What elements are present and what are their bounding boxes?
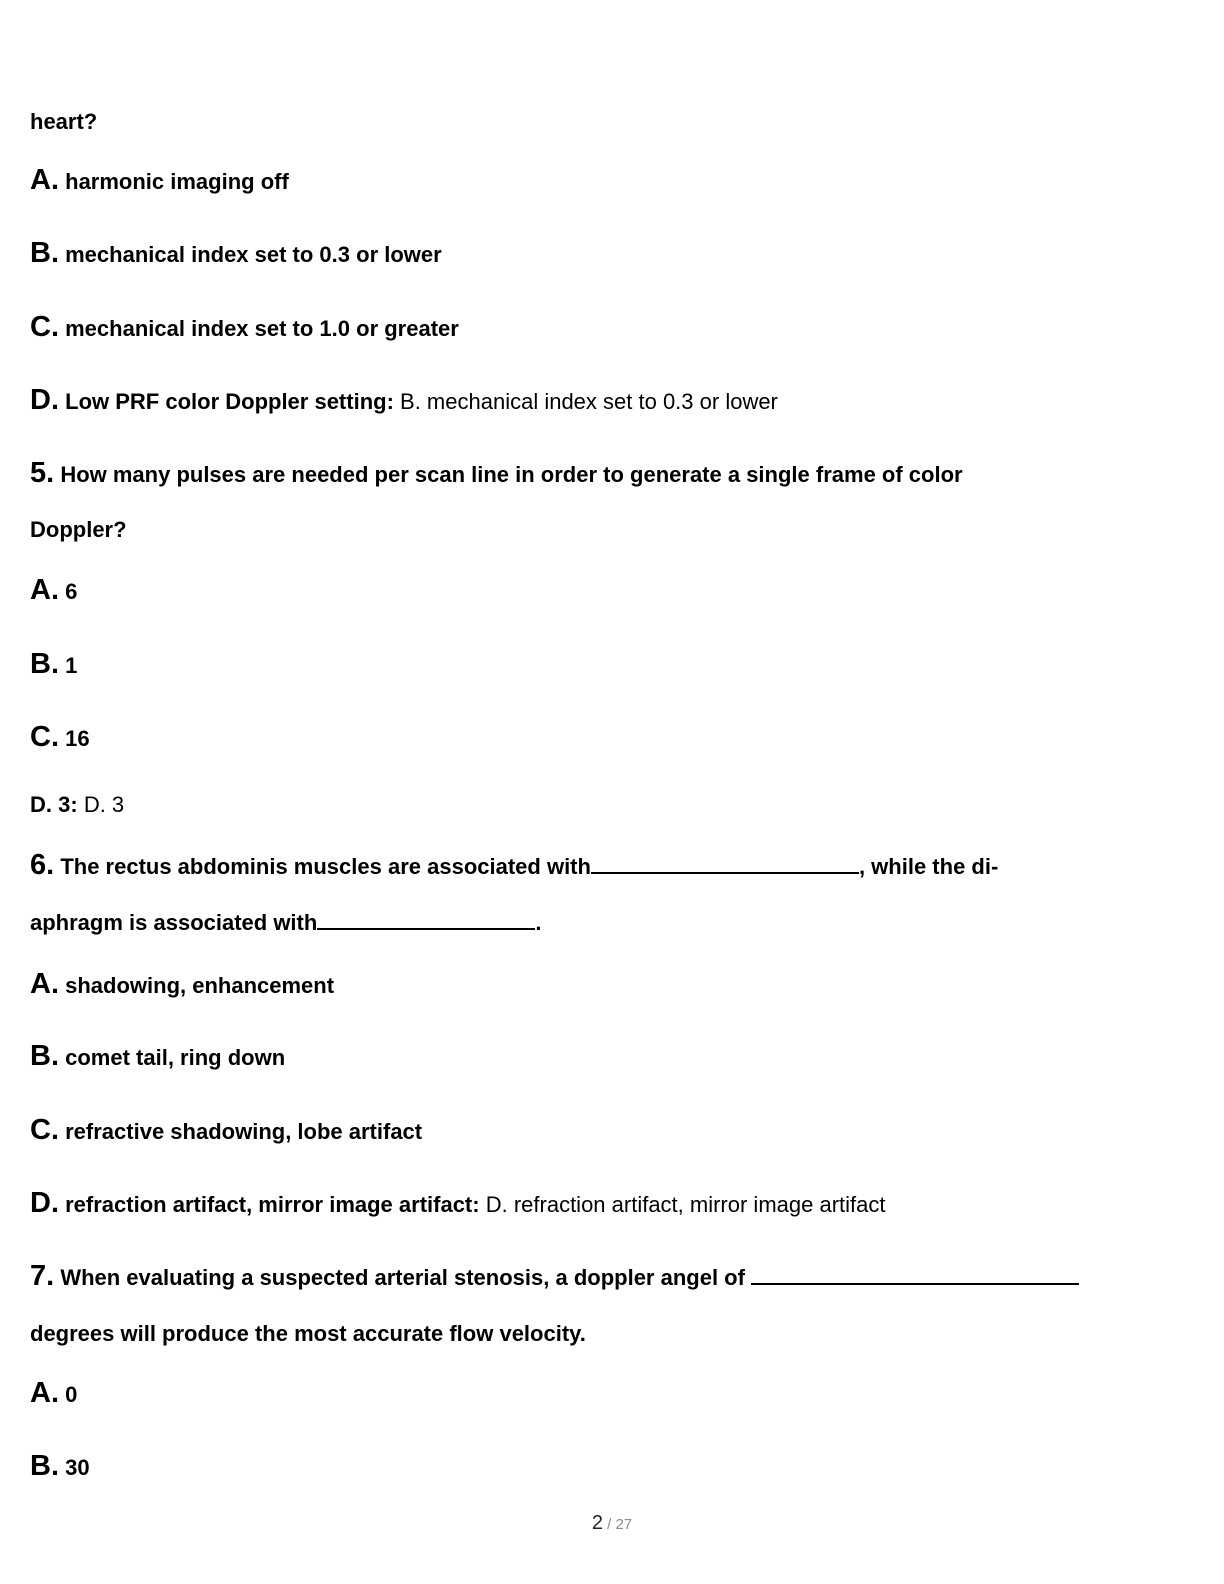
q4-option-c [30, 313, 459, 343]
q7-option-a [30, 1379, 77, 1409]
q7-option-b [30, 1452, 90, 1482]
option-letter: B. [30, 1040, 59, 1072]
option-text: 1 [65, 653, 78, 678]
option-text: harmonic imaging off [65, 169, 289, 194]
q6-option-b [30, 1042, 285, 1072]
question-text: How many pulses are needed per scan line in order to generate a single frame of color [60, 462, 963, 487]
q6-option-c [30, 1116, 422, 1146]
q4-option-d [30, 386, 778, 416]
q4-stem-tail-text: heart? [30, 109, 98, 134]
question-6-stem-line-1 [30, 851, 998, 881]
q6-answer: D. refraction artifact, mirror image artifact [485, 1192, 886, 1217]
question-text: The rectus abdominis muscles are associated with [60, 854, 591, 879]
option-letter: D. [30, 1187, 59, 1219]
fill-in-blank [591, 854, 859, 874]
page-indicator [0, 1512, 1224, 1535]
option-letter: D. 3: [30, 792, 78, 817]
q6-option-a [30, 970, 334, 1000]
question-text: Doppler? [30, 517, 127, 542]
question-text: When evaluating a suspected arterial stenosis, a doppler angel of [60, 1265, 745, 1290]
question-5-stem-line-2 [30, 516, 127, 544]
question-7-stem-line-1 [30, 1262, 1079, 1292]
option-letter: C. [30, 1114, 59, 1146]
option-text: Low PRF color Doppler setting: [65, 389, 394, 414]
q4-option-b [30, 239, 442, 269]
q5-option-b [30, 650, 77, 680]
question-number: 7. [30, 1260, 55, 1292]
question-text: . [535, 910, 542, 935]
option-letter: C. [30, 721, 59, 753]
fill-in-blank [751, 1265, 1079, 1285]
q4-option-a [30, 166, 289, 196]
q4-answer: B. mechanical index set to 0.3 or lower [400, 389, 778, 414]
question-number: 5. [30, 457, 55, 489]
option-letter: A. [30, 968, 59, 1000]
question-4-stem-tail [30, 108, 97, 136]
q5-option-a [30, 576, 77, 606]
option-text: 0 [65, 1382, 78, 1407]
option-text: refraction artifact, mirror image artifact: [65, 1192, 480, 1217]
question-number: 6. [30, 849, 55, 881]
current-page-number: 2 [591, 1512, 603, 1534]
question-text: degrees will produce the most accurate flow velocity. [30, 1321, 586, 1346]
option-text: 30 [65, 1455, 90, 1480]
question-text: , while the di- [858, 854, 999, 879]
question-5-stem-line-1 [30, 459, 963, 489]
option-text: comet tail, ring down [65, 1045, 286, 1070]
option-letter: A. [30, 574, 59, 606]
q5-answer: D. 3 [83, 792, 125, 817]
question-7-stem-line-2 [30, 1320, 586, 1348]
q5-option-c [30, 723, 90, 753]
option-letter: B. [30, 648, 59, 680]
option-text: 6 [65, 579, 78, 604]
option-text: mechanical index set to 0.3 or lower [65, 242, 442, 267]
option-letter: D. [30, 384, 59, 416]
question-6-stem-line-2 [30, 909, 541, 937]
option-text: 16 [65, 726, 90, 751]
option-letter: C. [30, 311, 59, 343]
page-separator: / [602, 1516, 616, 1533]
fill-in-blank [317, 910, 535, 930]
option-letter: B. [30, 237, 59, 269]
option-letter: A. [30, 1377, 59, 1409]
option-text: shadowing, enhancement [65, 973, 335, 998]
option-letter: A. [30, 164, 59, 196]
option-text: refractive shadowing, lobe artifact [65, 1119, 423, 1144]
option-letter: B. [30, 1450, 59, 1482]
q6-option-d [30, 1189, 886, 1219]
q5-option-d [30, 791, 124, 819]
question-text: aphragm is associated with [30, 910, 318, 935]
option-text: mechanical index set to 1.0 or greater [65, 316, 459, 341]
total-pages: 27 [615, 1516, 633, 1533]
